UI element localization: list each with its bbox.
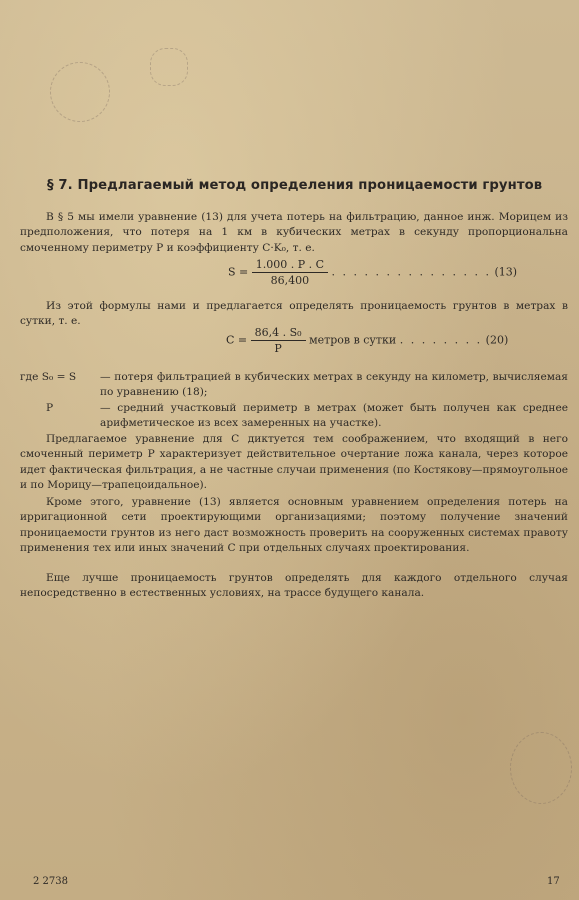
formula-13-number: (13) (494, 265, 518, 279)
definition-s0-key: где S₀ = S (20, 371, 77, 383)
formula-20-denominator: P (274, 342, 282, 355)
formula-20-dots: . . . . . . . . (399, 333, 483, 347)
formula-20-fraction (251, 326, 306, 355)
paragraph-4 (20, 495, 568, 556)
formula-13-dots: . . . . . . . . . . . . . . . (331, 265, 491, 279)
page-number: 17 (547, 876, 560, 887)
paragraph-5 (20, 571, 568, 602)
faded-stamp-bottom-right (510, 732, 572, 804)
formula-13-denominator: 86,400 (270, 274, 310, 287)
paragraph-5-text: Еще лучше проницаемость грунтов определять для каждого отдельного случая непосредственно в естественных условиях, на трассе будущего канала. (20, 572, 568, 600)
formula-13-lhs: S = (228, 265, 249, 279)
paragraph-3 (20, 432, 568, 493)
section-heading: § 7. Предлагаемый метод определения проницаемости грунтов (47, 178, 543, 193)
formula-20-suffix: метров в сутки (309, 333, 397, 347)
faded-stamp-top-left (50, 62, 110, 122)
paragraph-3-text: Предлагаемое уравнение для C диктуется тем соображением, что входящий в него смоченный периметр P характеризует действительное очертание ложа канала, через которое идет фактическая фильтрация, а не частные случаи применения (по Костякову—прямоугольное и по Морицу—трапецоидальное). (20, 433, 568, 491)
formula-20-number: (20) (485, 333, 509, 347)
definition-s0-text: — потеря фильтрацией в кубических метрах в секунду на километр, вычисляемая по уравнению (18); (100, 371, 568, 399)
definition-p-key: P (46, 401, 54, 414)
formula-13 (228, 258, 558, 287)
formula-20 (226, 326, 566, 355)
paragraph-1-text: В § 5 мы имели уравнение (13) для учета потерь на фильтрацию, данное инж. Морицем из предположения, что потеря на 1 км в кубических метрах в секунду пропорциональна смоченному периметру P и коэффициенту C·K₀, т. е. (20, 211, 568, 254)
definition-p-text: — средний участковый периметр в метрах (может быть получен как среднее арифметическое из всех замеренных на участке). (100, 401, 568, 429)
variable-definitions (20, 370, 568, 431)
formula-20-lhs: C = (226, 333, 248, 347)
definition-s0 (20, 370, 568, 401)
paragraph-1 (20, 210, 568, 256)
print-signature: 2 2738 (33, 876, 68, 887)
faded-stamp-top-center (150, 48, 188, 86)
paragraph-2 (20, 299, 568, 330)
formula-13-fraction (252, 258, 328, 287)
paragraph-2-text: Из этой формулы нами и предлагается определять проницаемость грунтов в метрах в сутки, т. е. (20, 300, 568, 328)
formula-20-numerator: 86,4 . S₀ (251, 326, 306, 341)
definition-p (20, 401, 568, 432)
paragraph-4-text: Кроме этого, уравнение (13) является основным уравнением определения потерь на ирригационной сети проектирующими организациями; поэтому получение значений проницаемости грунтов из него даст возможность проверить на сооруженных системах правоту применения тех или иных значений C при отдельных случаях проектирования. (20, 496, 568, 554)
formula-13-numerator: 1.000 . P . C (252, 258, 328, 273)
